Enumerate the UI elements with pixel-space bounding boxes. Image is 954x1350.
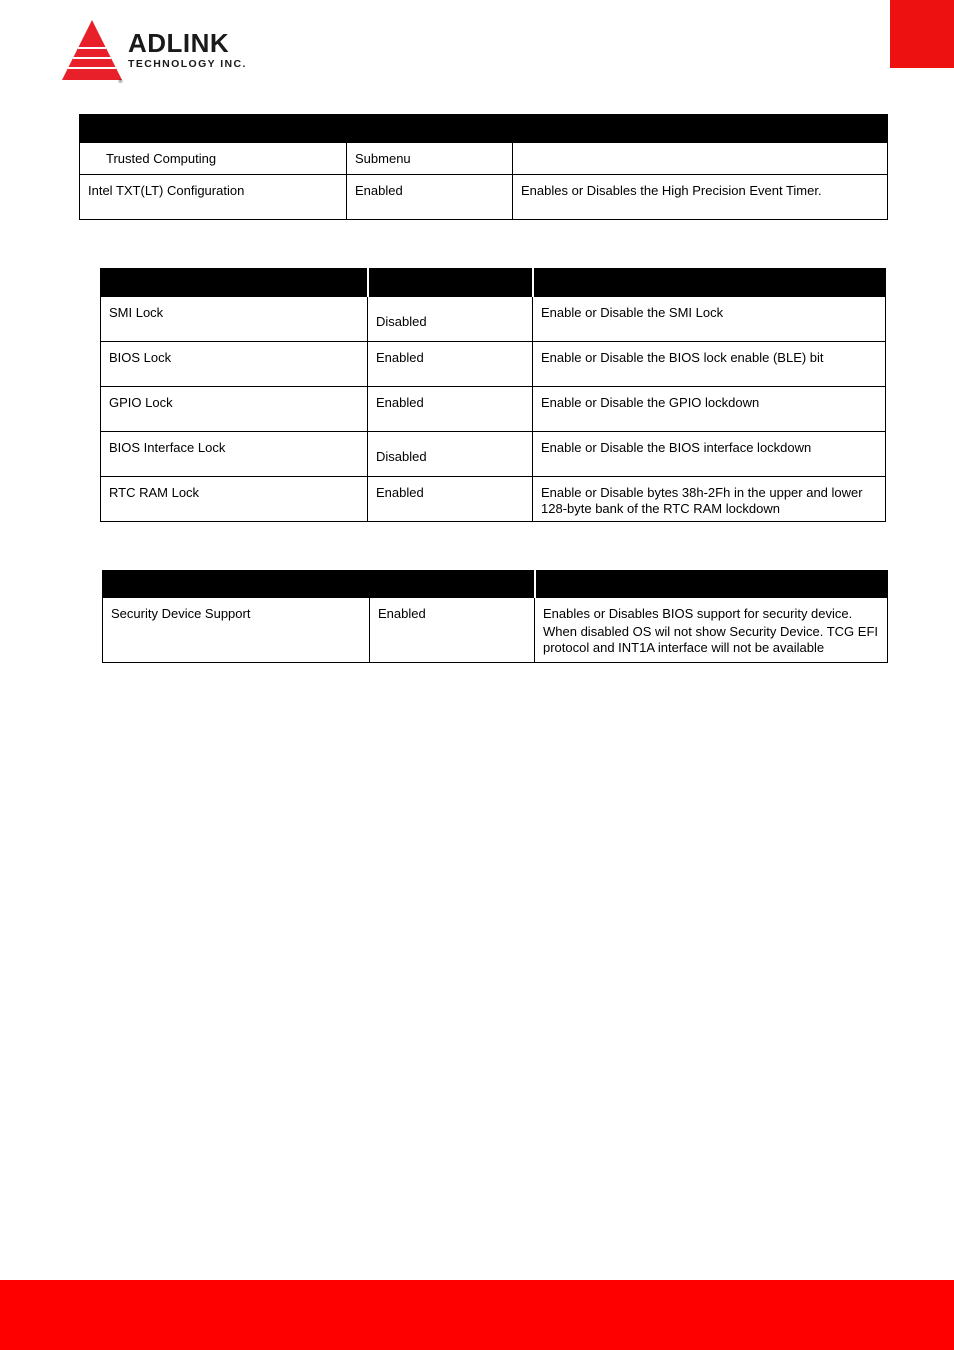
setting-desc: Enable or Disable the GPIO lockdown — [533, 387, 886, 432]
table-row — [103, 598, 888, 663]
table-row — [101, 477, 886, 522]
table-trusted-computing — [79, 114, 888, 220]
table-row — [101, 432, 886, 477]
setting-value: Disabled — [368, 297, 533, 342]
setting-name: Security Device Support — [103, 598, 370, 663]
table-security-device — [102, 570, 888, 663]
setting-name: Intel TXT(LT) Configuration — [80, 175, 347, 220]
setting-desc: Enable or Disable the BIOS interface lockdown — [533, 432, 886, 477]
table-header — [103, 571, 888, 598]
setting-value: Enabled — [368, 477, 533, 522]
setting-name: RTC RAM Lock — [101, 477, 368, 522]
setting-desc — [513, 143, 888, 175]
adlink-logo — [58, 18, 268, 88]
svg-text:®: ® — [118, 79, 123, 84]
page-corner-tab — [890, 0, 954, 68]
setting-value: Disabled — [368, 432, 533, 477]
setting-name: BIOS Lock — [101, 342, 368, 387]
setting-value: Enabled — [368, 387, 533, 432]
setting-desc — [535, 598, 888, 663]
adlink-triangle-icon — [58, 18, 124, 84]
setting-name: SMI Lock — [101, 297, 368, 342]
desc-line: Enables or Disables BIOS support for security device. — [543, 606, 853, 621]
table-row — [101, 342, 886, 387]
table-row — [80, 175, 888, 220]
setting-desc: Enable or Disable the BIOS lock enable (BLE) bit — [533, 342, 886, 387]
table-row — [80, 143, 888, 175]
setting-value: Enabled — [370, 598, 535, 663]
footer-bar — [0, 1280, 954, 1350]
logo-subtitle: TECHNOLOGY INC. — [128, 58, 247, 70]
setting-value: Enabled — [368, 342, 533, 387]
table-header — [80, 115, 888, 143]
setting-value: Submenu — [347, 143, 513, 175]
table-lock-settings — [100, 268, 886, 522]
table-row — [101, 387, 886, 432]
table-row — [101, 297, 886, 342]
logo-wordmark: ADLINK — [128, 28, 230, 58]
table-header — [101, 269, 886, 297]
desc-line: When disabled OS wil not show Security Device. TCG EFI protocol and INT1A interface will not be available — [543, 624, 878, 655]
setting-desc: Enables or Disables the High Precision Event Timer. — [513, 175, 888, 220]
setting-value: Enabled — [347, 175, 513, 220]
setting-name: BIOS Interface Lock — [101, 432, 368, 477]
setting-name: GPIO Lock — [101, 387, 368, 432]
setting-desc: Enable or Disable bytes 38h-2Fh in the upper and lower 128-byte bank of the RTC RAM lockdown — [533, 477, 886, 522]
setting-name: Trusted Computing — [80, 143, 347, 175]
setting-desc: Enable or Disable the SMI Lock — [533, 297, 886, 342]
